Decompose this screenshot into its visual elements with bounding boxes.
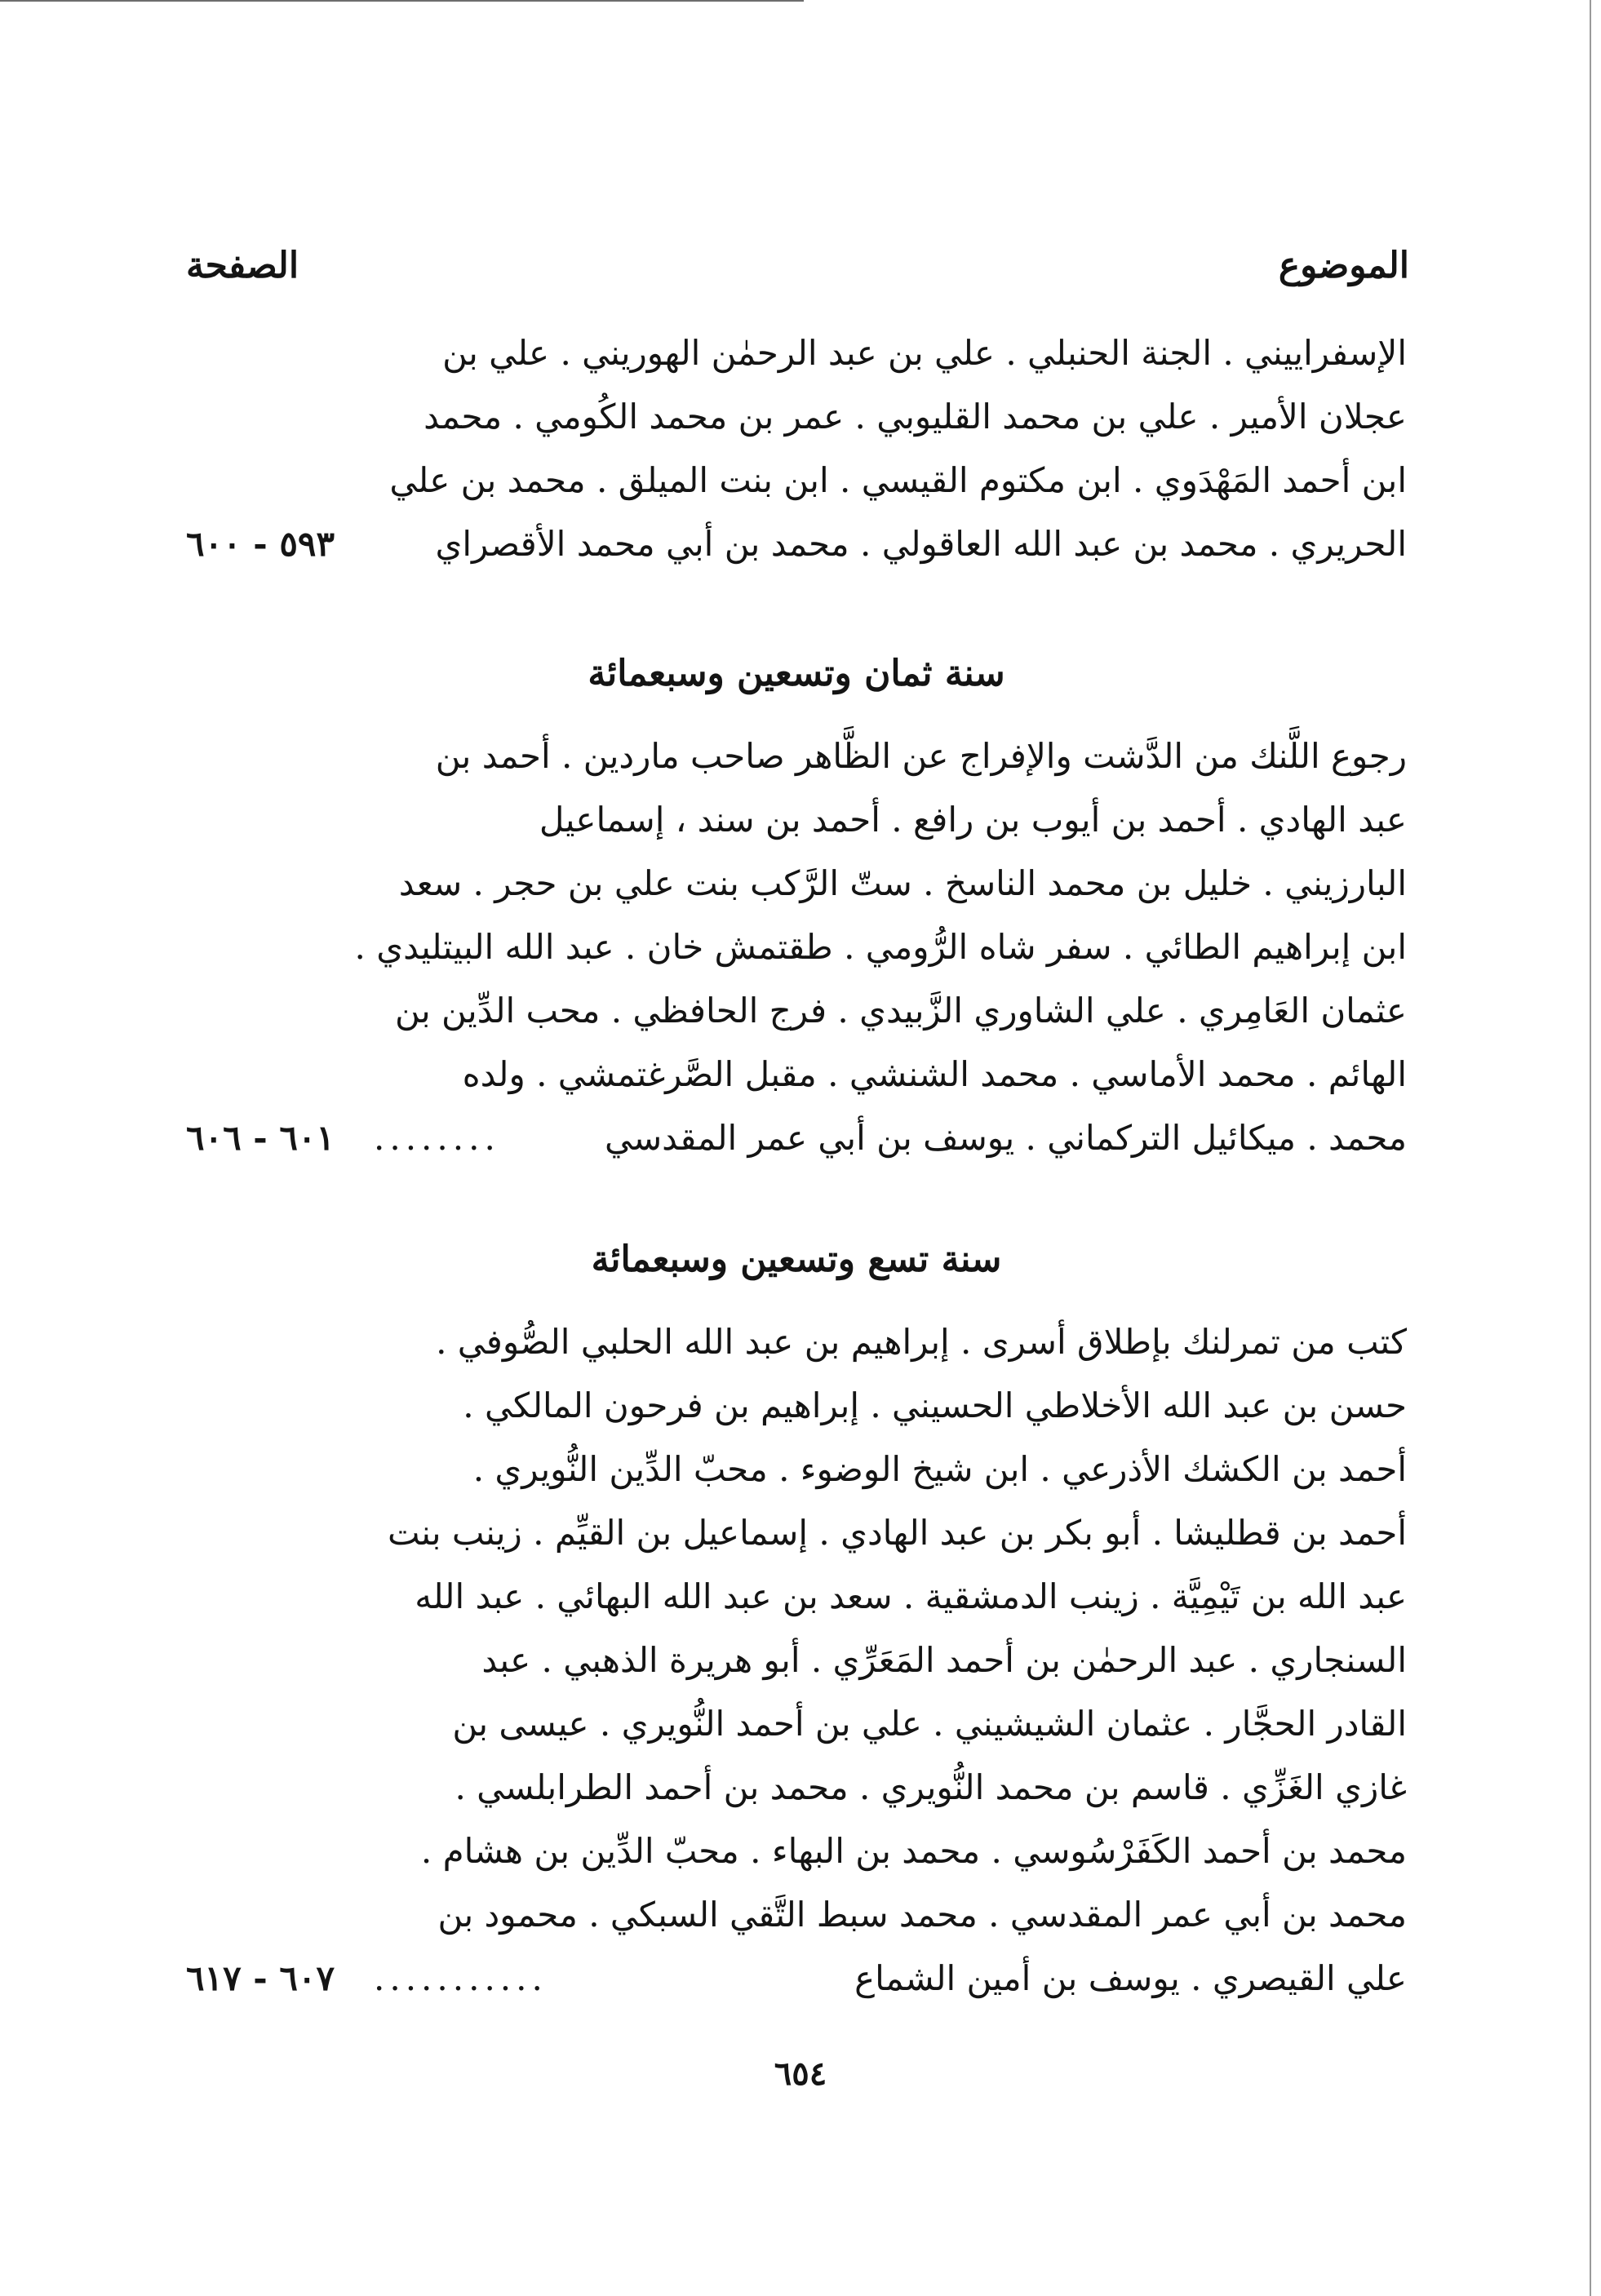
entry-line: عثمان العَامِري . علي الشاوري الزَّبيدي . فرج الحافظي . محب الدِّين بن xyxy=(394,991,1407,1031)
entry-line-last: علي القيصري . يوسف بن أمين الشماع ........... ٦٠٧ - ٦١٧ xyxy=(186,1947,1407,2010)
page-column-header: الصفحة xyxy=(186,245,299,286)
entry-line: ابن أحمد المَهْدَوي . ابن مكتوم القيسي . ابن بنت الميلق . محمد بن علي xyxy=(389,460,1407,500)
entry-line: الهائم . محمد الأماسي . محمد الشنشي . مقبل الصَّرغتمشي . ولده xyxy=(462,1054,1407,1094)
section-2-heading: سنة ثمان وتسعين وسبعمائة xyxy=(588,653,1005,694)
entry-line-last: الحريري . محمد بن عبد الله العاقولي . محمد بن أبي محمد الأقصراي ٥٩٣ - ٦٠٠ xyxy=(186,512,1407,576)
entry-line: البارزيني . خليل بن محمد الناسخ . ستّ الرَّكب بنت علي بن حجر . سعد xyxy=(398,863,1407,903)
entry-line: رجوع اللَّنك من الدَّشت والإفراج عن الظَّاهر صاحب ماردين . أحمد بن xyxy=(435,736,1407,776)
section-3-entries xyxy=(186,1310,1407,2010)
section-3-heading: سنة تسع وتسعين وسبعمائة xyxy=(591,1239,1002,1280)
entry-line: غازي الغَزِّي . قاسم بن محمد النُّويري . محمد بن أحمد الطرابلسي . xyxy=(455,1767,1407,1807)
page-range: ٥٩٣ - ٦٠٠ xyxy=(186,524,335,564)
topic-column-header: الموضوع xyxy=(1278,245,1409,286)
section-2-entries xyxy=(186,725,1407,1170)
entry-line: كتب من تمرلنك بإطلاق أسرى . إبراهيم بن عبد الله الحلبي الصُّوفي . xyxy=(436,1322,1407,1362)
entry-line: أحمد بن قطليشا . أبو بكر بن عبد الهادي . إسماعيل بن القيِّم . زينب بنت xyxy=(387,1513,1407,1553)
entry-line-last: محمد . ميكائيل التركماني . يوسف بن أبي عمر المقدسي ........ ٦٠١ - ٦٠٦ xyxy=(186,1106,1407,1170)
entry-line: الإسفراييني . الجنة الحنبلي . علي بن عبد الرحمٰن الهوريني . علي بن xyxy=(442,333,1407,373)
entry-line: حسن بن عبد الله الأخلاطي الحسيني . إبراهيم بن فرحون المالكي . xyxy=(463,1385,1407,1425)
entry-line: ابن إبراهيم الطائي . سفر شاه الرُّومي . طقتمش خان . عبد الله البيتليدي . xyxy=(354,927,1407,967)
page-range: ٦٠١ - ٦٠٦ xyxy=(186,1118,335,1158)
entry-line: أحمد بن الكشك الأذرعي . ابن شيخ الوضوء . محبّ الدِّين النُّويري . xyxy=(472,1449,1407,1489)
entry-line: عبد الله بن تَيْمِيَّة . زينب الدمشقية . سعد بن عبد الله البهائي . عبد الله xyxy=(415,1576,1407,1616)
entry-line: السنجاري . عبد الرحمٰن بن أحمد المَعَرِّي . أبو هريرة الذهبي . عبد xyxy=(481,1640,1407,1680)
section-1-entries xyxy=(186,321,1407,576)
entry-line: عبد الهادي . أحمد بن أيوب بن رافع . أحمد بن سند ، إسماعيل xyxy=(539,800,1407,840)
leader-dots: ........ xyxy=(374,1118,500,1158)
entry-line: عجلان الأمير . علي بن محمد القليوبي . عمر بن محمد الكُومي . محمد xyxy=(424,397,1407,437)
entry-line: محمد بن أحمد الكَفَرْسُوسي . محمد بن البهاء . محبّ الدِّين بن هشام . xyxy=(420,1831,1407,1871)
leader-dots: ........... xyxy=(374,1958,548,1998)
page-number: ٦٥٤ xyxy=(774,2054,827,2093)
entry-line: القادر الحجَّار . عثمان الشيشيني . علي بن أحمد النُّويري . عيسى بن xyxy=(452,1704,1407,1744)
page-range: ٦٠٧ - ٦١٧ xyxy=(186,1958,335,1998)
entry-line: محمد بن أبي عمر المقدسي . محمد سبط التَّقي السبكي . محمود بن xyxy=(437,1895,1407,1935)
